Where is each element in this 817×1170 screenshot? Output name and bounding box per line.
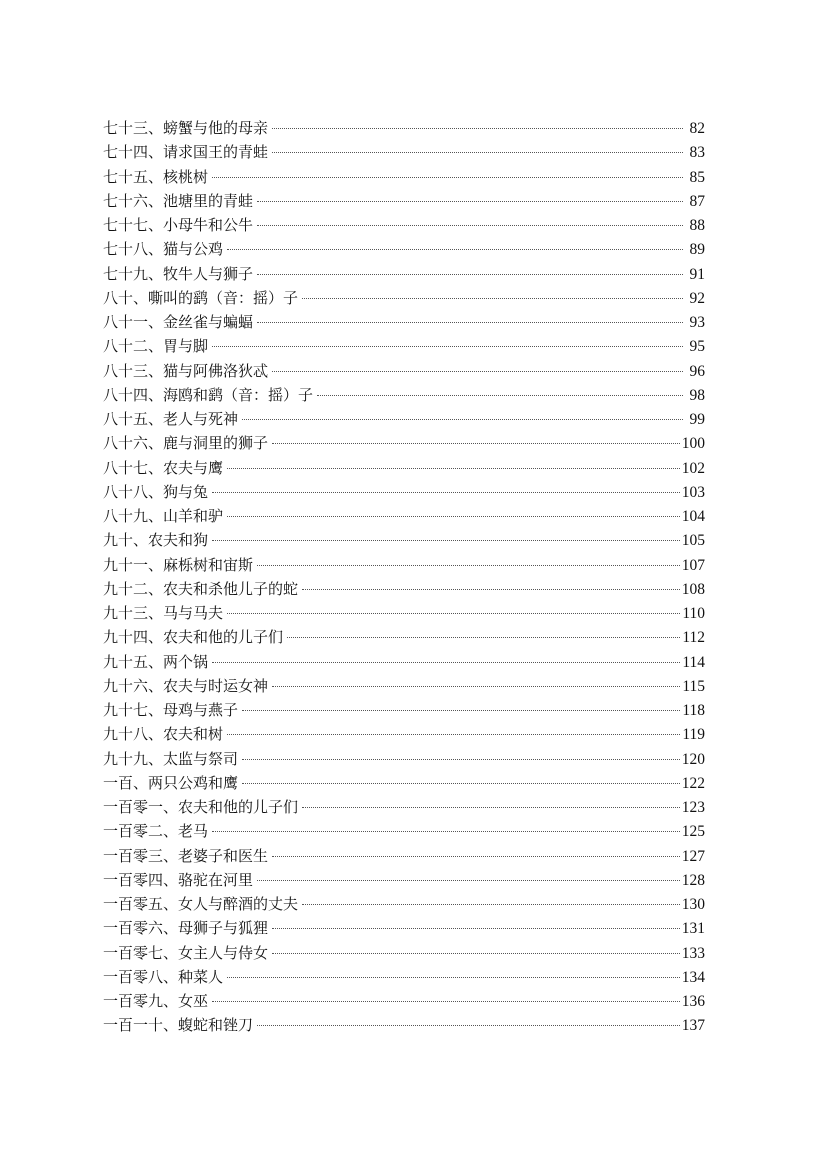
toc-dot-leader — [227, 249, 683, 250]
toc-entry-title: 一百零三、老婆子和医生 — [103, 846, 269, 865]
toc-entry-title: 八十六、鹿与洞里的狮子 — [103, 434, 269, 453]
toc-entry[interactable] — [103, 456, 705, 480]
toc-entry[interactable] — [103, 577, 705, 601]
toc-entry-page: 136 — [681, 993, 705, 1010]
toc-entry-title: 八十五、老人与死神 — [103, 410, 239, 428]
toc-dot-leader — [227, 613, 680, 614]
toc-dot-leader — [257, 1025, 680, 1026]
toc-dot-leader — [257, 880, 680, 881]
toc-entry[interactable] — [103, 286, 705, 310]
toc-entry[interactable] — [103, 601, 705, 625]
toc-entry-page: 83 — [689, 144, 705, 162]
toc-entry-page: 110 — [682, 605, 705, 622]
toc-entry-title: 一百一十、蝮蛇和锉刀 — [103, 1016, 254, 1035]
toc-entry-title: 八十二、胃与脚 — [103, 337, 209, 356]
toc-entry-page: 99 — [689, 411, 705, 428]
toc-dot-leader — [257, 274, 683, 275]
toc-dot-leader — [272, 371, 683, 372]
toc-dot-leader — [242, 783, 680, 784]
toc-entry-page: 115 — [682, 677, 705, 695]
toc-entry[interactable] — [103, 480, 705, 504]
toc-entry[interactable] — [103, 795, 705, 819]
toc-entry-page: 108 — [681, 580, 705, 598]
toc-entry-title: 七十三、螃蟹与他的母亲 — [103, 119, 269, 137]
toc-dot-leader — [212, 540, 680, 541]
toc-dot-leader — [272, 443, 680, 444]
toc-entry[interactable] — [103, 334, 705, 358]
toc-entry[interactable] — [103, 674, 705, 698]
toc-dot-leader — [272, 686, 680, 687]
toc-entry[interactable] — [103, 165, 705, 189]
toc-entry-page: 103 — [681, 483, 705, 501]
toc-entry-title: 一百零四、骆驼在河里 — [103, 870, 254, 889]
toc-entry-page: 102 — [681, 459, 705, 477]
toc-entry[interactable] — [103, 383, 705, 407]
toc-entry-page: 98 — [689, 386, 705, 404]
toc-dot-leader — [212, 346, 683, 347]
toc-entry[interactable] — [103, 553, 705, 577]
toc-entry[interactable] — [103, 868, 705, 892]
toc-entry-title: 九十、农夫和狗 — [103, 531, 209, 550]
toc-entry-title: 八十七、农夫与鹰 — [103, 458, 224, 477]
toc-entry[interactable] — [103, 916, 705, 940]
toc-entry-page: 88 — [689, 217, 705, 234]
toc-dot-leader — [212, 492, 680, 493]
toc-entry-title: 一百零二、老马 — [103, 822, 209, 841]
toc-entry-title: 九十七、母鸡与燕子 — [103, 701, 239, 719]
toc-dot-leader — [227, 977, 680, 978]
toc-entry[interactable] — [103, 698, 705, 722]
toc-entry-title: 九十四、农夫和他的儿子们 — [103, 628, 284, 647]
toc-entry-page: 114 — [682, 653, 705, 671]
toc-dot-leader — [227, 734, 680, 735]
toc-entry-page: 130 — [681, 896, 705, 913]
toc-entry-page: 107 — [681, 556, 705, 574]
toc-entry-page: 134 — [681, 968, 705, 986]
toc-entry-page: 96 — [689, 362, 705, 380]
toc-entry[interactable] — [103, 989, 705, 1013]
toc-dot-leader — [302, 807, 680, 808]
toc-entry-title: 七十四、请求国王的青蛙 — [103, 143, 269, 162]
toc-entry-page: 92 — [689, 289, 705, 307]
toc-entry-title: 八十八、狗与兔 — [103, 482, 209, 501]
toc-dot-leader — [272, 928, 680, 929]
toc-entry-title: 七十八、猫与公鸡 — [103, 240, 224, 259]
toc-entry-page: 128 — [681, 871, 705, 889]
toc-entry-title: 一百、两只公鸡和鹰 — [103, 773, 239, 792]
toc-entry[interactable] — [103, 625, 705, 649]
toc-entry-page: 125 — [681, 823, 705, 841]
toc-entry-title: 一百零八、种菜人 — [103, 967, 224, 986]
toc-entry-page: 89 — [689, 241, 705, 259]
toc-entry[interactable] — [103, 819, 705, 843]
toc-entry[interactable] — [103, 650, 705, 674]
toc-dot-leader — [242, 759, 680, 760]
toc-entry-title: 八十九、山羊和驴 — [103, 507, 224, 525]
toc-entry-title: 八十三、猫与阿佛洛狄忒 — [103, 361, 269, 380]
toc-entry-title: 七十六、池塘里的青蛙 — [103, 191, 254, 210]
toc-entry-page: 137 — [681, 1017, 705, 1035]
toc-entry-page: 123 — [681, 799, 705, 816]
toc-dot-leader — [212, 831, 680, 832]
toc-entry-page: 104 — [681, 508, 705, 525]
toc-entry[interactable] — [103, 189, 705, 213]
toc-entry-title: 九十五、两个锅 — [103, 652, 209, 671]
toc-entry-page: 95 — [689, 338, 705, 356]
toc-entry-page: 133 — [681, 944, 705, 962]
toc-entry-title: 七十五、核桃树 — [103, 167, 209, 186]
toc-entry[interactable] — [103, 771, 705, 795]
toc-entry[interactable] — [103, 722, 705, 746]
toc-entry-page: 93 — [689, 314, 705, 331]
toc-entry[interactable] — [103, 116, 705, 140]
toc-entry-title: 一百零五、女人与醉酒的丈夫 — [103, 895, 299, 913]
toc-dot-leader — [227, 468, 680, 469]
toc-dot-leader — [272, 128, 683, 129]
toc-dot-leader — [257, 225, 683, 226]
toc-dot-leader — [242, 710, 680, 711]
toc-entry-page: 82 — [689, 120, 705, 137]
toc-entry-page: 112 — [682, 629, 705, 647]
toc-entry-title: 七十九、牧牛人与狮子 — [103, 264, 254, 283]
toc-entry-page: 91 — [689, 265, 705, 283]
toc-entry-title: 九十三、马与马夫 — [103, 604, 224, 622]
toc-entry[interactable] — [103, 892, 705, 916]
toc-entry-page: 87 — [689, 192, 705, 210]
toc-entry-title: 八十、嘶叫的鹞（音：摇）子 — [103, 288, 299, 307]
toc-entry-title: 九十六、农夫与时运女神 — [103, 676, 269, 695]
table-of-contents — [103, 116, 705, 1038]
toc-entry[interactable] — [103, 359, 705, 383]
toc-entry[interactable] — [103, 844, 705, 868]
toc-dot-leader — [272, 953, 680, 954]
toc-dot-leader — [212, 1001, 680, 1002]
toc-dot-leader — [242, 419, 683, 420]
toc-entry-page: 118 — [682, 702, 705, 719]
toc-dot-leader — [257, 565, 680, 566]
toc-entry-page: 119 — [682, 726, 705, 744]
toc-entry[interactable] — [103, 237, 705, 261]
toc-entry-title: 七十七、小母牛和公牛 — [103, 216, 254, 234]
toc-entry-title: 一百零七、女主人与侍女 — [103, 943, 269, 962]
toc-dot-leader — [287, 637, 680, 638]
toc-entry[interactable] — [103, 431, 705, 455]
toc-dot-leader — [272, 152, 683, 153]
toc-entry-page: 85 — [689, 168, 705, 186]
toc-dot-leader — [302, 589, 680, 590]
toc-entry[interactable] — [103, 747, 705, 771]
toc-entry[interactable] — [103, 262, 705, 286]
toc-entry-title: 九十九、太监与祭司 — [103, 749, 239, 768]
toc-entry-title: 九十二、农夫和杀他儿子的蛇 — [103, 579, 299, 598]
toc-entry-page: 105 — [681, 532, 705, 550]
toc-entry[interactable] — [103, 504, 705, 528]
toc-entry-title: 八十一、金丝雀与蝙蝠 — [103, 313, 254, 331]
toc-entry-title: 一百零九、女巫 — [103, 992, 209, 1010]
toc-entry[interactable] — [103, 1013, 705, 1037]
toc-dot-leader — [212, 662, 680, 663]
toc-entry[interactable] — [103, 407, 705, 431]
toc-dot-leader — [212, 177, 683, 178]
toc-entry-page: 131 — [681, 920, 705, 938]
toc-entry-title: 九十八、农夫和树 — [103, 725, 224, 744]
toc-dot-leader — [257, 322, 683, 323]
toc-entry-page: 100 — [681, 435, 705, 453]
toc-dot-leader — [317, 395, 683, 396]
toc-entry[interactable] — [103, 941, 705, 965]
toc-entry-title: 一百零一、农夫和他的儿子们 — [103, 798, 299, 816]
toc-dot-leader — [227, 516, 680, 517]
toc-dot-leader — [302, 904, 680, 905]
toc-entry[interactable] — [103, 965, 705, 989]
toc-entry-page: 120 — [681, 750, 705, 768]
toc-entry-page: 127 — [681, 847, 705, 865]
toc-entry[interactable] — [103, 528, 705, 552]
toc-entry-page: 122 — [681, 774, 705, 792]
toc-entry-title: 一百零六、母狮子与狐狸 — [103, 919, 269, 938]
toc-entry[interactable] — [103, 310, 705, 334]
toc-entry[interactable] — [103, 213, 705, 237]
toc-dot-leader — [272, 856, 680, 857]
toc-entry-title: 九十一、麻栎树和宙斯 — [103, 555, 254, 574]
toc-entry-title: 八十四、海鸥和鹞（音：摇）子 — [103, 385, 314, 404]
toc-dot-leader — [257, 201, 683, 202]
toc-dot-leader — [302, 298, 683, 299]
toc-entry[interactable] — [103, 140, 705, 164]
